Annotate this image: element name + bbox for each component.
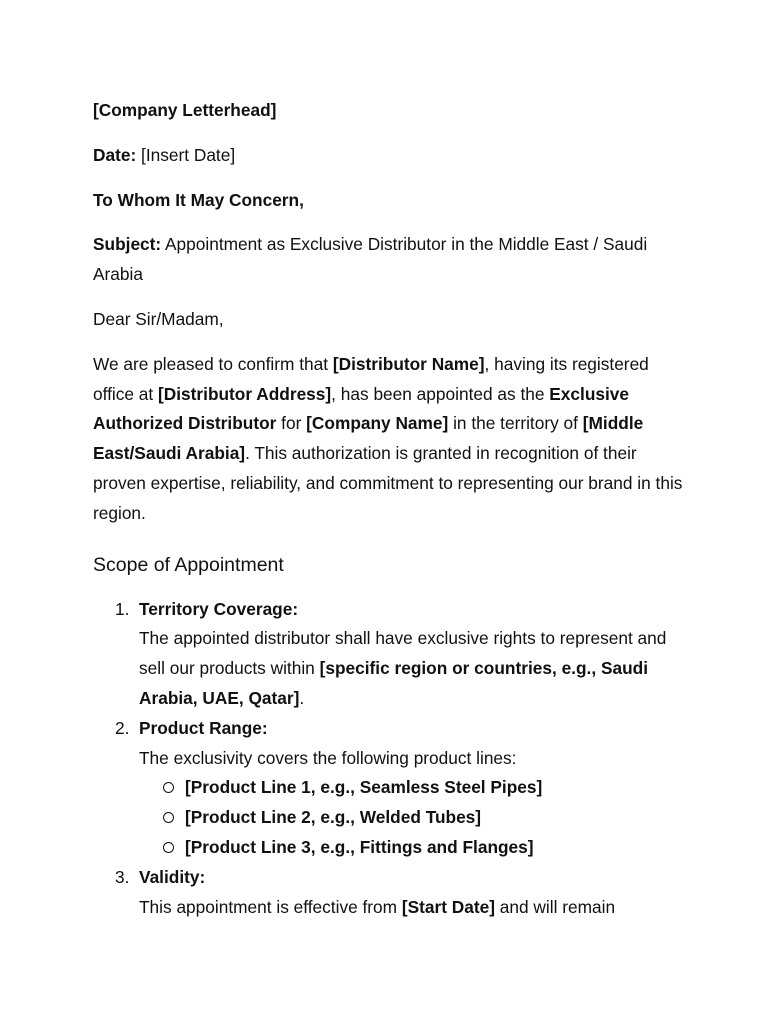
- company-name-placeholder: [Company Name]: [306, 413, 449, 434]
- item-number: 3.: [115, 866, 130, 887]
- letterhead-text: [Company Letterhead]: [93, 100, 277, 120]
- item-title: Product Range:: [139, 717, 268, 738]
- body-text: , having its registered office at: [93, 353, 649, 404]
- distributor-role: Exclusive Authorized Distributor: [93, 383, 630, 434]
- region-placeholder: [specific region or countries, e.g., Saudi Arabia, UAE, Qatar]: [139, 658, 648, 708]
- date-line: [93, 141, 683, 171]
- salutation: Dear Sir/Madam,: [93, 308, 224, 329]
- product-line-text: [Product Line 3, e.g., Fittings and Flanges]: [185, 836, 534, 857]
- body-text: for: [276, 413, 307, 434]
- distributor-name-placeholder: [Distributor Name]: [332, 353, 485, 374]
- greeting-text: To Whom It May Concern,: [93, 189, 304, 210]
- circle-bullet-icon: [163, 812, 174, 823]
- circle-bullet-icon: [163, 842, 174, 853]
- item-text-end: and will remain: [495, 896, 616, 917]
- territory-placeholder: [Middle East/Saudi Arabia]: [93, 413, 644, 464]
- product-line-text: [Product Line 1, e.g., Seamless Steel Pipes]: [185, 777, 543, 798]
- start-date-placeholder: [Start Date]: [401, 896, 495, 917]
- item-title: Validity:: [139, 866, 206, 887]
- body-text: , has been appointed as the: [331, 383, 550, 404]
- body-paragraph: [93, 350, 683, 529]
- item-title: Territory Coverage:: [139, 598, 299, 619]
- body-text: We are pleased to confirm that: [93, 353, 333, 374]
- product-line-text: [Product Line 2, e.g., Welded Tubes]: [185, 807, 482, 828]
- body-text: in the territory of: [448, 413, 583, 434]
- letterhead: [93, 96, 683, 126]
- item-number: 1.: [115, 598, 130, 619]
- subject-label: Subject:: [93, 234, 162, 255]
- circle-bullet-icon: [163, 782, 174, 793]
- subject-value: Appointment as Exclusive Distributor in the Middle East / Saudi Arabia: [93, 234, 648, 285]
- body-text: . This authorization is granted in recognition of their proven expertise, reliability, and commitment to representing our brand in this region.: [93, 443, 683, 523]
- scope-item-validity: [93, 863, 683, 923]
- item-text: The appointed distributor shall have exclusive rights to represent and sell our products within: [139, 628, 667, 679]
- item-text: This appointment is effective from: [139, 896, 402, 917]
- scope-heading: Scope of Appointment: [93, 553, 284, 576]
- product-line-item: [139, 773, 683, 803]
- subject-line: [93, 230, 683, 290]
- greeting-line: [93, 186, 683, 216]
- date-value: [Insert Date]: [136, 144, 236, 165]
- date-label: Date:: [93, 144, 137, 165]
- distributor-address-placeholder: [Distributor Address]: [158, 383, 332, 404]
- item-number: 2.: [115, 717, 130, 738]
- item-text: The exclusivity covers the following product lines:: [139, 747, 517, 768]
- product-line-item: [139, 833, 683, 863]
- item-text-end: .: [299, 687, 305, 708]
- product-line-item: [139, 803, 683, 833]
- scope-item-territory: [93, 595, 683, 714]
- product-lines-list: [139, 773, 683, 862]
- letter-page: [93, 96, 683, 922]
- scope-list: [93, 595, 683, 923]
- scope-item-product-range: [93, 714, 683, 863]
